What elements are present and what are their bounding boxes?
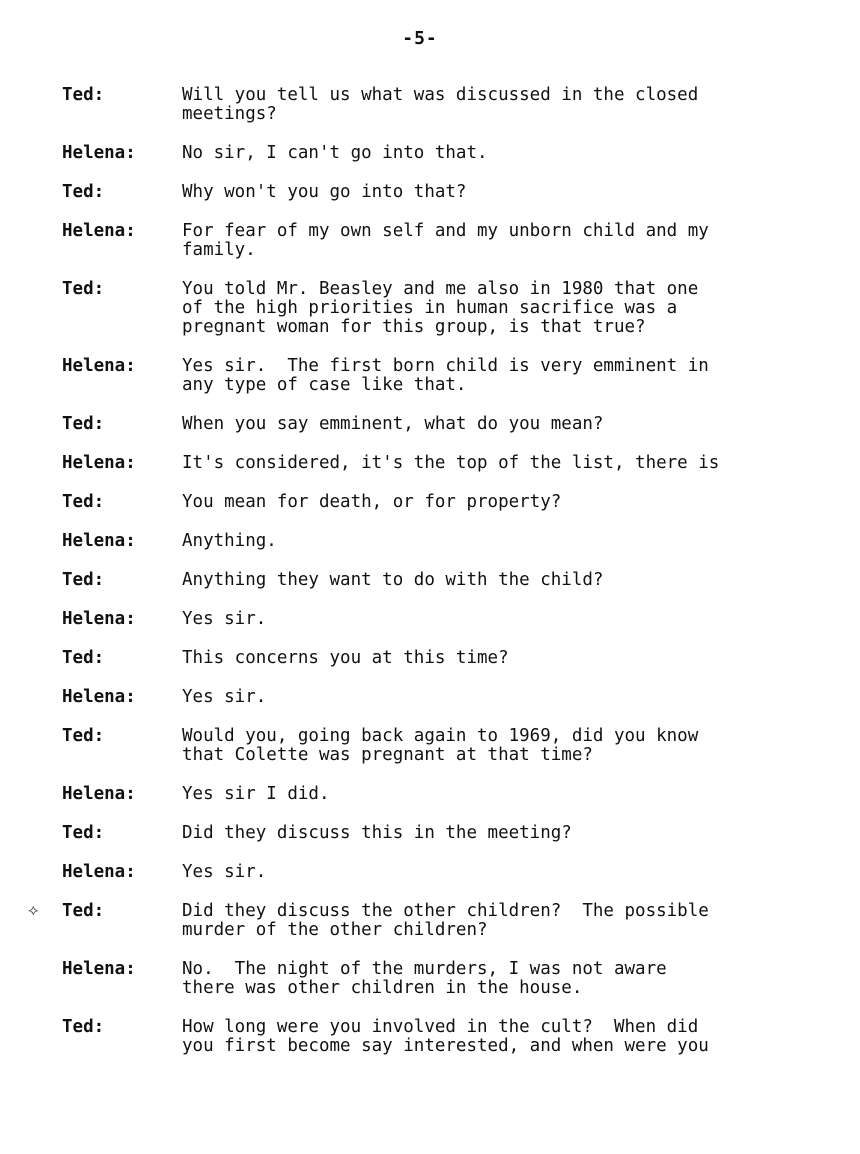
transcript-entry [0, 863, 860, 882]
transcript [0, 86, 860, 1076]
transcript-entry [0, 280, 860, 337]
speaker-label: Helena: [62, 531, 136, 551]
transcript-entry [0, 357, 860, 395]
dialogue-text: You mean for death, or for property? [182, 492, 562, 512]
speaker-label: Ted: [62, 570, 105, 590]
dialogue-text: No. The night of the murders, I was not aware there was other children in the house. [182, 959, 667, 998]
speaker-label: Helena: [62, 609, 136, 629]
scan-artifact-mark: ⟡ [28, 900, 39, 919]
transcript-entry [0, 785, 860, 804]
speaker-label: Ted: [62, 1017, 105, 1037]
speaker-label: Helena: [62, 356, 136, 376]
transcript-entry [0, 649, 860, 668]
speaker-label: Ted: [62, 492, 105, 512]
dialogue-text: No sir, I can't go into that. [182, 143, 488, 163]
transcript-entry [0, 1018, 860, 1056]
dialogue-text: It's considered, it's the top of the list, there is [182, 453, 720, 473]
speaker-label: Ted: [62, 901, 105, 921]
transcript-entry [0, 144, 860, 163]
speaker-label: Helena: [62, 687, 136, 707]
dialogue-text: This concerns you at this time? [182, 648, 509, 668]
dialogue-text: Yes sir I did. [182, 784, 330, 804]
dialogue-text: Did they discuss the other children? The possible murder of the other children? [182, 901, 709, 940]
transcript-entry [0, 902, 860, 940]
speaker-label: Ted: [62, 726, 105, 746]
transcript-entry [0, 960, 860, 998]
dialogue-text: Yes sir. [182, 687, 267, 707]
speaker-label: Ted: [62, 648, 105, 668]
speaker-label: Ted: [62, 279, 105, 299]
transcript-entry [0, 571, 860, 590]
dialogue-text: How long were you involved in the cult? When did you first become say interested, and when were you [182, 1017, 709, 1056]
speaker-label: Ted: [62, 823, 105, 843]
transcript-entry [0, 86, 860, 124]
transcript-entry [0, 532, 860, 551]
transcript-entry [0, 493, 860, 512]
speaker-label: Helena: [62, 862, 136, 882]
speaker-label: Helena: [62, 784, 136, 804]
speaker-label: Helena: [62, 959, 136, 979]
transcript-entry [0, 727, 860, 765]
speaker-label: Helena: [62, 221, 136, 241]
transcript-entry [0, 454, 860, 473]
dialogue-text: Anything they want to do with the child? [182, 570, 604, 590]
speaker-label: Helena: [62, 453, 136, 473]
transcript-entry [0, 824, 860, 843]
page-number: -5- [402, 28, 438, 49]
speaker-label: Helena: [62, 143, 136, 163]
dialogue-text: Will you tell us what was discussed in the closed meetings? [182, 85, 699, 124]
dialogue-text: Would you, going back again to 1969, did you know that Colette was pregnant at that time? [182, 726, 699, 765]
transcript-entry [0, 610, 860, 629]
transcript-entry [0, 183, 860, 202]
dialogue-text: Anything. [182, 531, 277, 551]
speaker-label: Ted: [62, 182, 105, 202]
dialogue-text: Yes sir. [182, 609, 267, 629]
transcript-entry [0, 415, 860, 434]
transcript-entry [0, 688, 860, 707]
dialogue-text: You told Mr. Beasley and me also in 1980 that one of the high priorities in human sacrifice was a pregnant woman for this group, is that true? [182, 279, 699, 337]
speaker-label: Ted: [62, 85, 105, 105]
dialogue-text: Did they discuss this in the meeting? [182, 823, 572, 843]
dialogue-text: Yes sir. The first born child is very emminent in any type of case like that. [182, 356, 709, 395]
dialogue-text: For fear of my own self and my unborn child and my family. [182, 221, 709, 260]
dialogue-text: Why won't you go into that? [182, 182, 467, 202]
dialogue-text: Yes sir. [182, 862, 267, 882]
dialogue-text: When you say emminent, what do you mean? [182, 414, 604, 434]
speaker-label: Ted: [62, 414, 105, 434]
transcript-entry [0, 222, 860, 260]
